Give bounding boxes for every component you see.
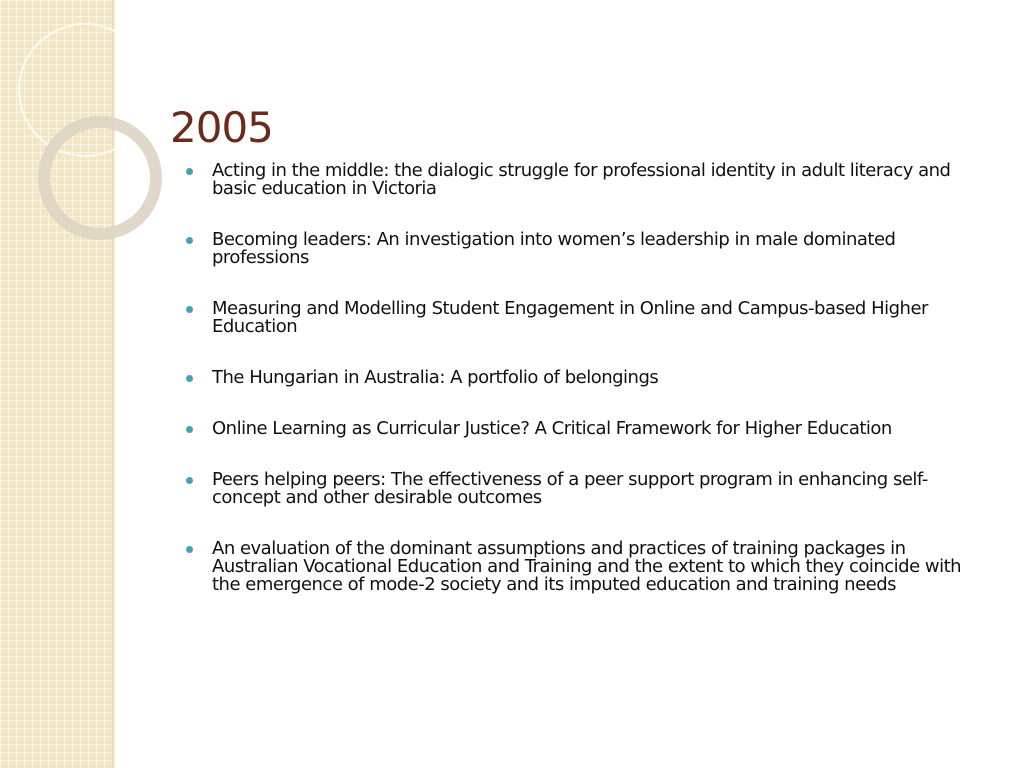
- bullet-item: [186, 300, 990, 336]
- bullet-dot: [186, 168, 193, 175]
- bullet-text: Measuring and Modelling Student Engagement in Online and Campus-based Higher Education: [212, 298, 928, 337]
- bullet-dot: [186, 375, 193, 382]
- bullet-text: Peers helping peers: The effectiveness of a peer support program in enhancing self-concept and other desirable outcomes: [212, 469, 928, 508]
- bullet-item: [186, 471, 990, 507]
- bullet-text: An evaluation of the dominant assumptions and practices of training packages in Australian Vocational Education and Training and the extent to which they coincide with the emergence of mode-2 society and its imputed education and training needs: [212, 538, 962, 595]
- bullet-dot: [186, 426, 193, 433]
- decorative-ring-bottom: [44, 122, 156, 234]
- decorative-rings: [0, 0, 160, 300]
- slide-title: 2005: [170, 103, 273, 152]
- bullet-dot: [186, 477, 193, 484]
- bullet-item: [186, 231, 990, 267]
- bullet-item: [186, 420, 990, 438]
- bullet-item: [186, 540, 990, 594]
- bullet-item: [186, 162, 990, 198]
- bullet-list: [186, 162, 990, 627]
- bullet-item: [186, 369, 990, 387]
- bullet-text: Online Learning as Curricular Justice? A Critical Framework for Higher Education: [212, 418, 892, 439]
- bullet-text: Acting in the middle: the dialogic struggle for professional identity in adult literacy and basic education in Victoria: [212, 160, 951, 199]
- bullet-dot: [186, 546, 193, 553]
- bullet-dot: [186, 306, 193, 313]
- bullet-dot: [186, 237, 193, 244]
- bullet-text: The Hungarian in Australia: A portfolio of belongings: [212, 367, 659, 388]
- bullet-text: Becoming leaders: An investigation into women’s leadership in male dominated professions: [212, 229, 896, 268]
